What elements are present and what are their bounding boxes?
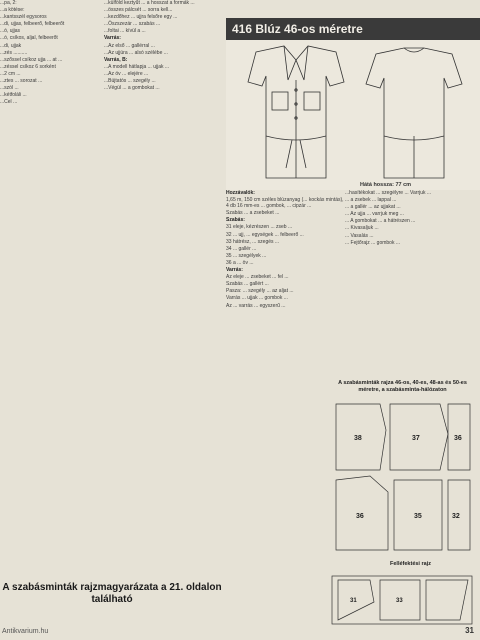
text-column-2 — [104, 0, 222, 92]
col2-line: ...kezdőhez ... ujjra felsőre egy ... — [104, 14, 178, 21]
piece-number: 32 — [452, 513, 460, 520]
col4-line: ...hasítékokat ... szegélyre ... Varrjuk ... — [345, 190, 432, 196]
col2-line: ...foltai ... kívül a ... — [104, 28, 146, 35]
layout-diagram-caption: Felléfektési rajz — [390, 561, 431, 567]
garment-sketch — [226, 40, 480, 190]
watermark: Antikvarium.hu — [2, 628, 49, 635]
col2-line: ...Végül ... a gombokat ... — [104, 85, 160, 92]
col1-line: ...di, ujjas, felbeerő, felbeerőt — [0, 21, 65, 28]
col2-heading: Varrás, B: — [104, 56, 128, 63]
col3-line: 34 ... gallér ... — [226, 245, 257, 252]
pattern-title: Blúz 46-os méretre — [255, 22, 363, 36]
col3-line: 36 a ... öv ... — [226, 259, 254, 266]
col3-heading: Szabás: — [226, 217, 245, 224]
col4-line: ... a zsebek ... lappal ... — [345, 197, 397, 204]
col1-line: ...a kötése: — [0, 7, 25, 14]
pattern-diagram — [330, 400, 475, 560]
fabric-layout-icon — [330, 572, 475, 630]
col3-heading: Hozzávalók: — [226, 190, 255, 196]
col2-line: ...Az első ... gallérral ... — [104, 42, 155, 49]
layout-diagram — [330, 572, 475, 630]
col3-line: Az ... varrás ... egyszerű ... — [226, 302, 286, 309]
col2-heading: Varrás: — [104, 35, 121, 42]
col3-line: Szabás ... a zsebeket ... — [226, 210, 280, 217]
col3-line: 1,65 m, 150 cm széles blúzanyag (... kockás mintás), 4 db 16 mm-es ... gombok, ... cipzár ... — [226, 197, 344, 210]
col4-line: ... Vasalás ... — [345, 232, 374, 239]
col4-line: ... Az ujja ... varrjuk meg ... — [345, 211, 404, 218]
col2-line: ...Az öv ... elejére ... — [104, 70, 149, 77]
col2-line: ...Bújtatós ... szegély ... — [104, 78, 156, 85]
piece-number: 36 — [356, 513, 364, 520]
col4-line: ... A gombokat ... a hátrészen ... — [345, 218, 416, 225]
section-header — [226, 18, 480, 40]
col3-line: Varrás ... ujjak ... gombok ... — [226, 295, 288, 302]
col2-line: ...Az ujjúra ... alsó szélébe ... — [104, 49, 168, 56]
piece-number: 38 — [354, 435, 362, 442]
text-column-1 — [0, 0, 100, 106]
col3-line: Szabás ... gallért ... — [226, 281, 269, 288]
col1-line: ...kantsszél egysoros — [0, 14, 47, 21]
piece-number: 36 — [454, 435, 462, 442]
pattern-number: 416 — [232, 22, 253, 36]
blouse-drawing-icon — [226, 40, 480, 190]
piece-number: 33 — [396, 598, 403, 604]
col1-line: ...Cel ... — [0, 99, 18, 106]
footer-note: A szabásminták rajzmagyarázata a 21. oldalon található — [2, 582, 222, 605]
col1-line: ...zés .......... — [0, 49, 28, 56]
col3-line: Az eleje ... zsebeket ... fel ... — [226, 274, 289, 281]
col1-line: ...ztes ... sorozat ... — [0, 78, 43, 85]
col1-line: ...zéssel csíkoz 6 sorként — [0, 63, 56, 70]
col2-line: ...A modell hátlapja ... ujjak ... — [104, 63, 170, 70]
col2-line: ...Öszszezár ... szabás ... — [104, 21, 161, 28]
col4-line: ... Fejtőrajz ... gombok ... — [345, 239, 401, 246]
piece-number: 35 — [414, 513, 422, 520]
pattern-pieces-icon — [330, 400, 475, 560]
col3-line: Pasza: ... szegély ... az aljat ... — [226, 288, 294, 295]
text-column-4 — [345, 190, 473, 247]
col3-line: 35 ... szegélyek ... — [226, 252, 267, 259]
back-length-caption: Hátá hossza: 77 cm — [360, 182, 412, 188]
col1-line: ...szőssel csíkoz ujja ... at ... — [0, 56, 63, 63]
pattern-diagram-caption: A szabásminták rajza 46-os, 40-es, 48-as és 50-es méretre, a szabásminta-hálózaton — [338, 380, 467, 393]
piece-number: 37 — [412, 435, 420, 442]
col3-line: 32 ... ujj, ... egységek ... felbeerő ... — [226, 231, 304, 238]
col4-line: ... a gallér ... az ujjakat ... — [345, 204, 401, 211]
col1-line: ...kétfoláli ... — [0, 92, 27, 99]
col3-line: 31 eleje, kézrészen ... zseb ... — [226, 224, 293, 231]
col3-heading: Varrás: — [226, 267, 243, 274]
col1-line: ...di, ujjak — [0, 42, 22, 49]
col1-line: ...pa, 2: — [0, 0, 17, 6]
col2-line: ...összes pálcsét ... sorra kell... — [104, 7, 173, 14]
col1-line: ...ó, csíkos, aljal, felbeerőt — [0, 35, 58, 42]
page-number: 31 — [465, 626, 474, 635]
col4-line: ... Kivasaljuk ... — [345, 225, 379, 232]
col3-line: 33 hátrész, ... szegés ... — [226, 238, 280, 245]
col2-line: ...külföld keztyűt ... a hosszat a formák ... — [104, 0, 195, 6]
col1-line: ...ó, ujjas — [0, 28, 21, 35]
piece-number: 31 — [350, 598, 357, 604]
col1-line: ...2 cm ... — [0, 70, 21, 77]
col1-line: ...szól ... — [0, 85, 19, 92]
text-column-3 — [226, 190, 344, 310]
